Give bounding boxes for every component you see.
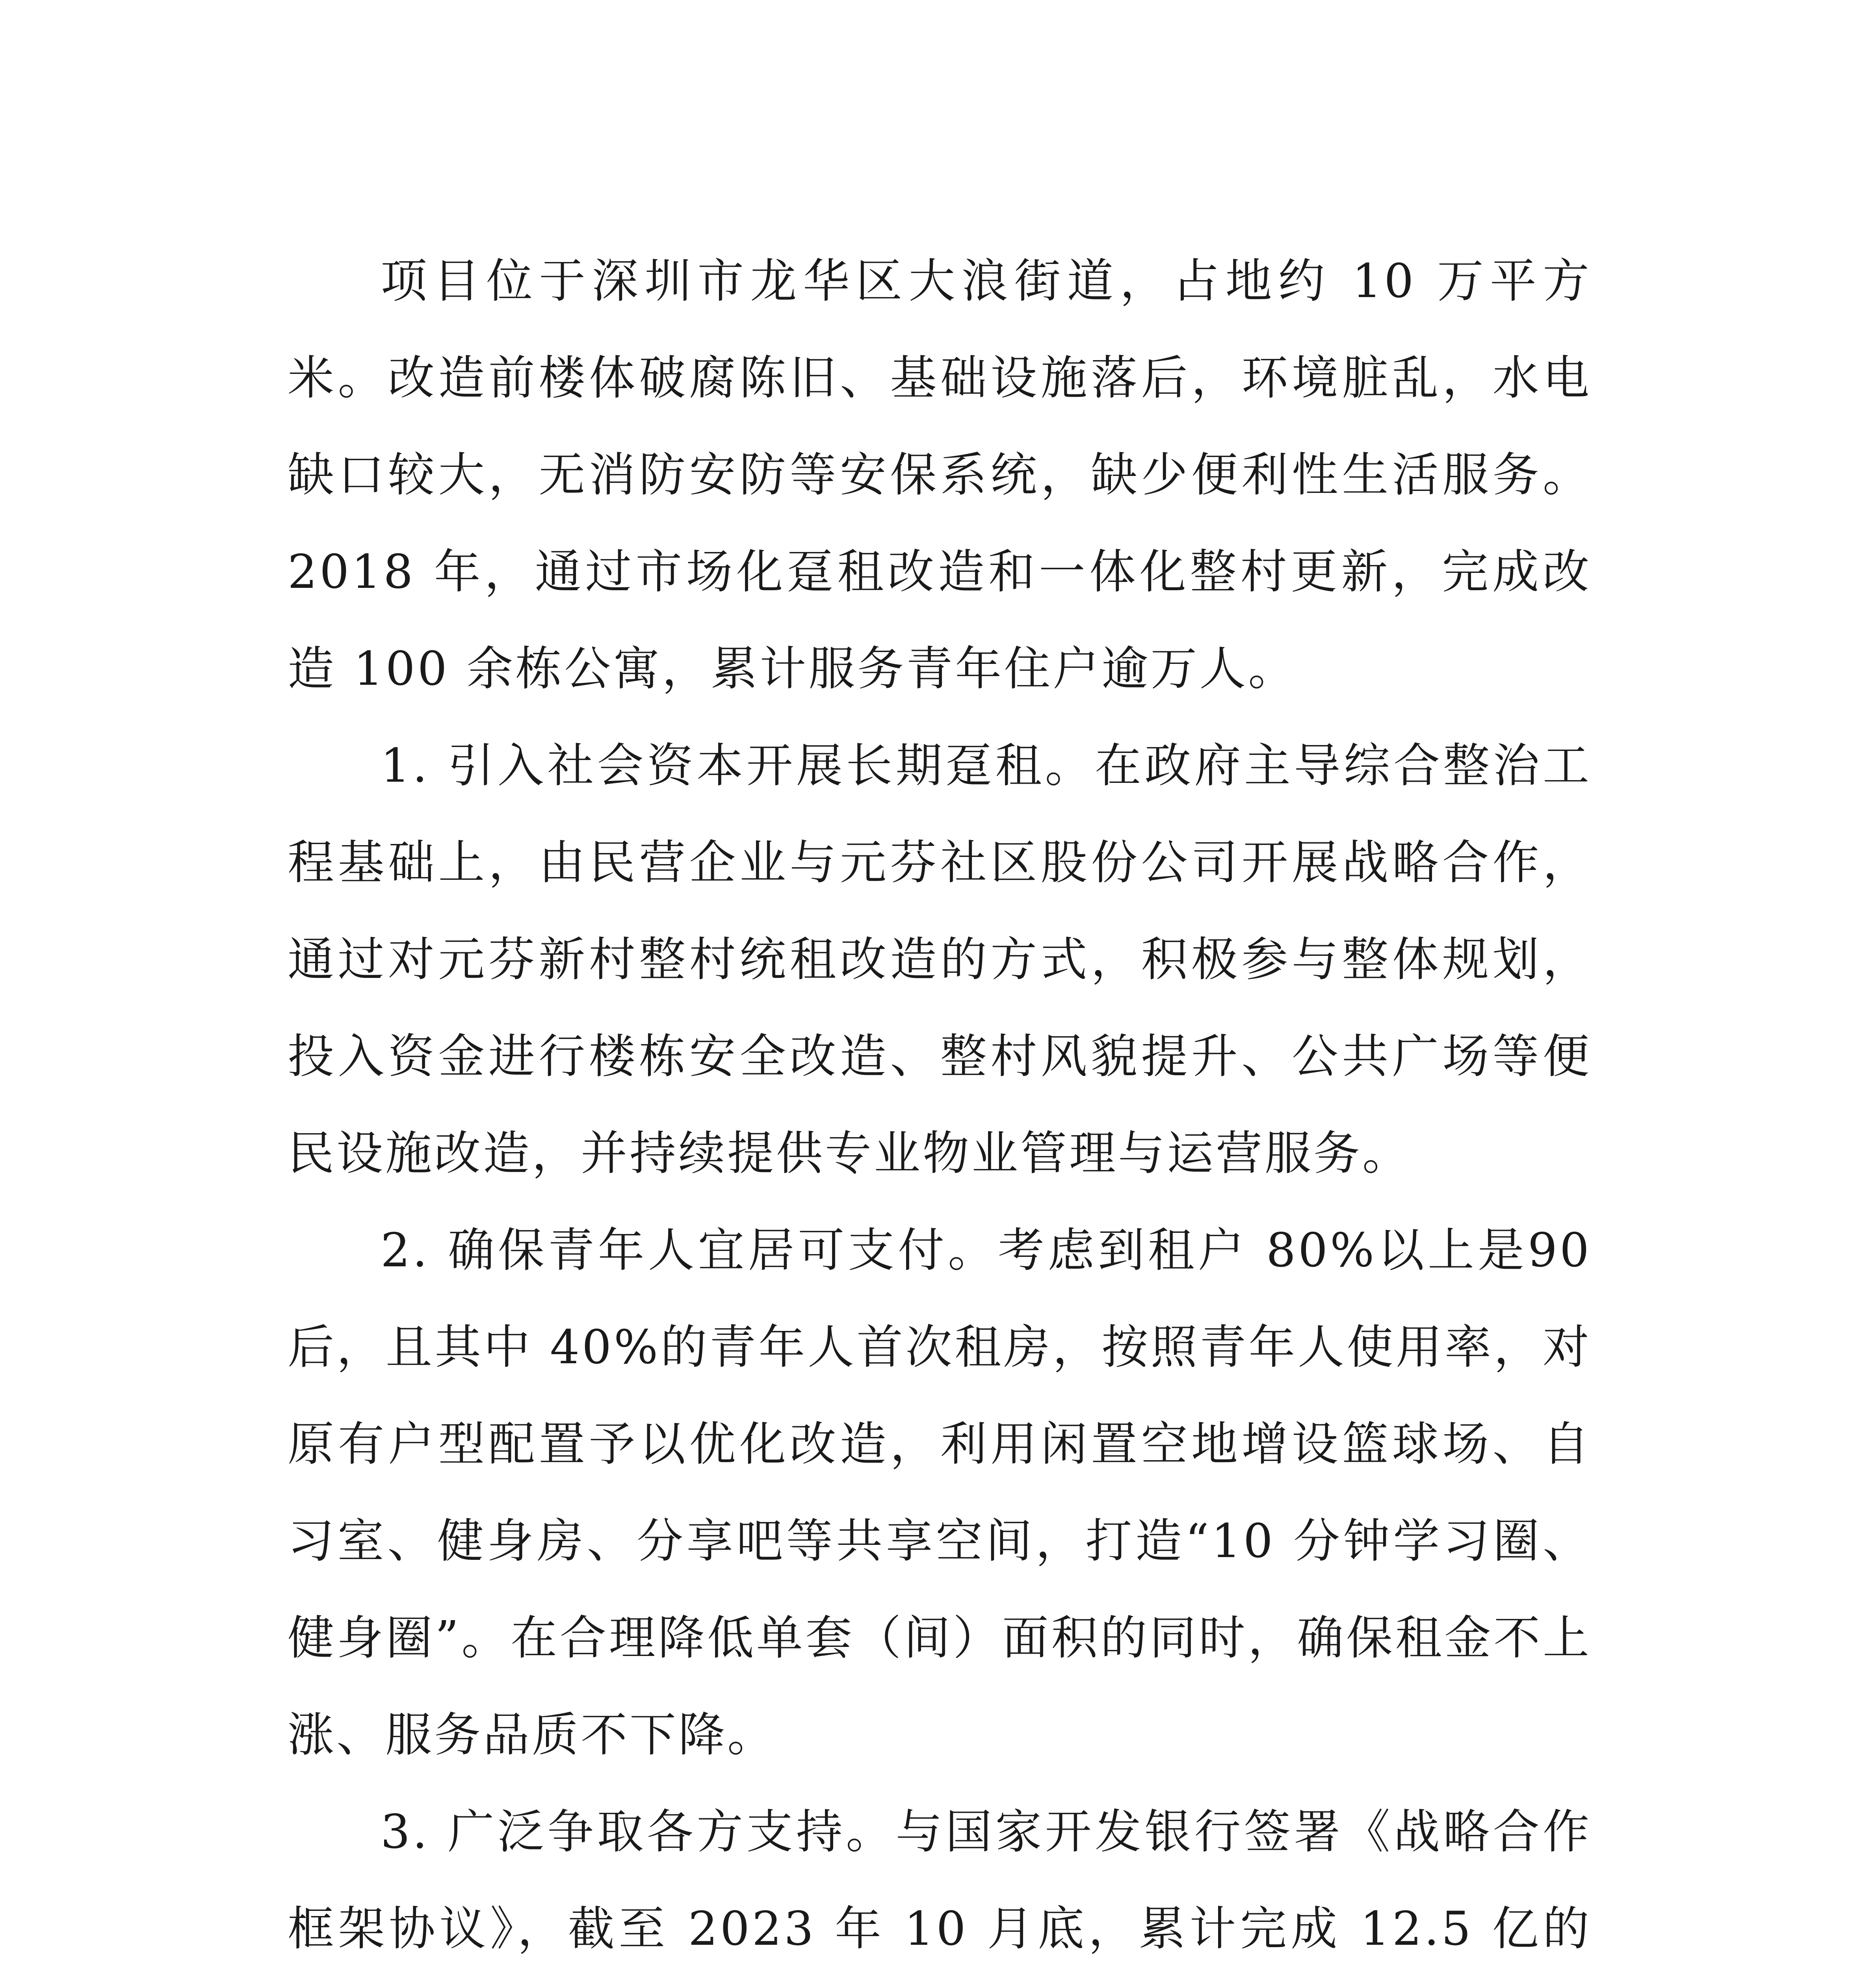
paragraph-project-overview: 项目位于深圳市龙华区大浪街道，占地约 10 万平方米。改造前楼体破腐陈旧、基础设施落后，环境脏乱，水电缺口较大，无消防安防等安保系统，缺少便利性生活服务。2018 年，通过市场化趸租改造和一体化整村更新，完成改造 100 余栋公寓，累计服务青年住户逾万人。 (288, 254, 1592, 696)
document-body (288, 232, 1592, 1970)
paragraph-point-1-social-capital: 1. 引入社会资本开展长期趸租。在政府主导综合整治工程基础上，由民营企业与元芬社区股份公司开展战略合作，通过对元芬新村整村统租改造的方式，积极参与整体规划，投入资金进行楼栋安全改造、整村风貌提升、公共广场等便民设施改造，并持续提供专业物业管理与运营服务。 (288, 738, 1592, 1180)
paragraph-point-2-affordable-housing: 2. 确保青年人宜居可支付。考虑到租户 80%以上是90 后，且其中 40%的青年人首次租房，按照青年人使用率，对原有户型配置予以优化改造，利用闲置空地增设篮球场、自习室、健身房、分享吧等共享空间，打造“10 分钟学习圈、健身圈”。在合理降低单套（间）面积的同时，确保租金不上涨、服务品质不下降。 (288, 1223, 1592, 1762)
paragraph-point-3-support: 3. 广泛争取各方支持。与国家开发银行签署《战略合作框架协议》，截至 2023 年 10 月底，累计完成 12.5 亿的 (288, 1805, 1592, 1956)
